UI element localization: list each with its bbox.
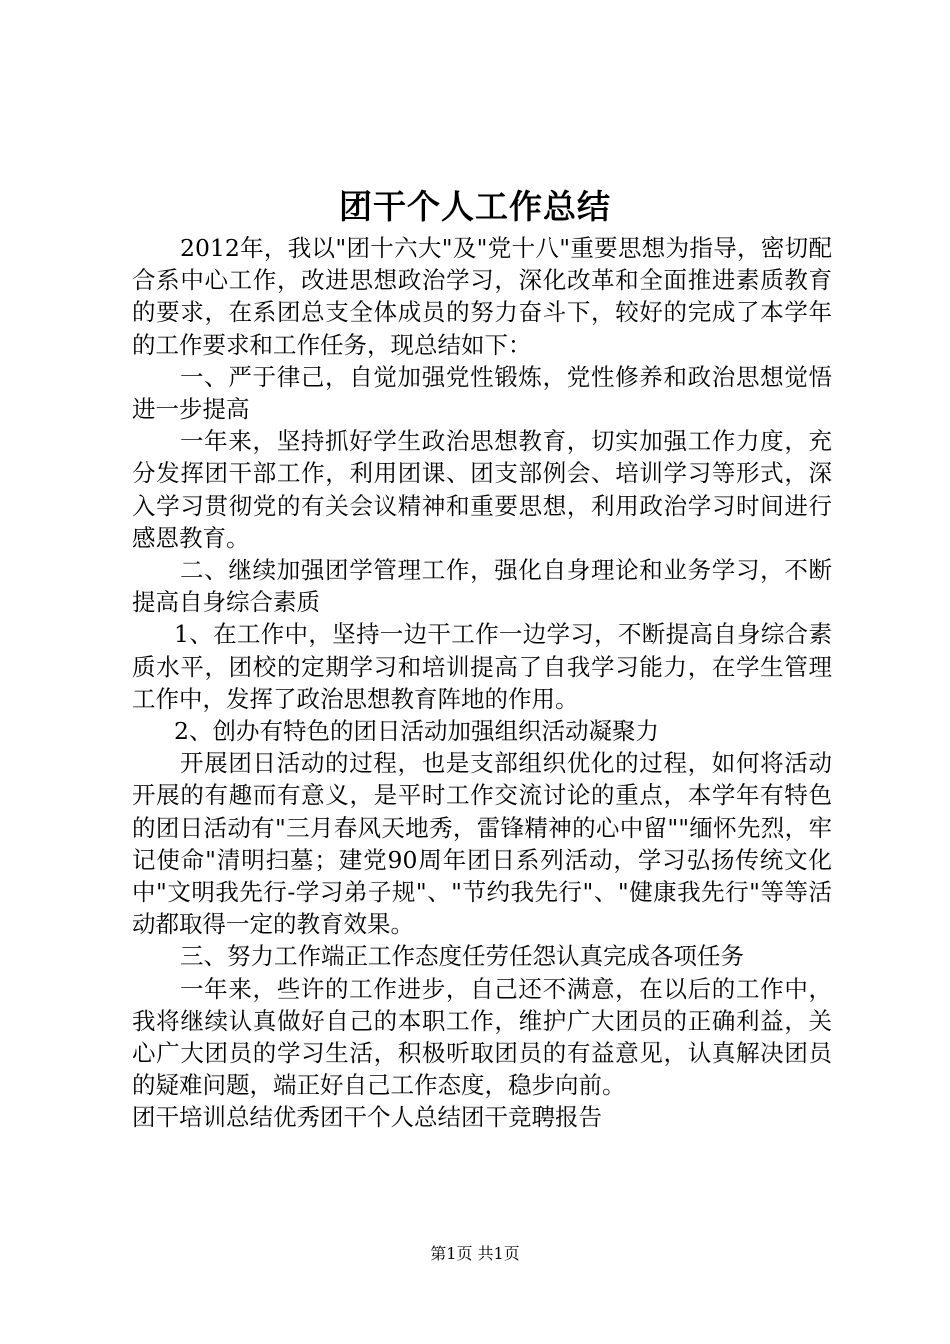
- page-footer: 第1页 共1页: [430, 1244, 520, 1263]
- intro-paragraph: 2012年，我以"团十六大"及"党十八"重要思想为指导，密切配合系中心工作，改进思想政治学习，深化改革和全面推进素质教育的要求，在系团总支全体成员的努力奋斗下，较好的完成了本学年的工作要求和工作任务，现总结如下：: [132, 234, 832, 359]
- related-links-line: 团干培训总结优秀团干个人总结团干竞聘报告: [132, 1103, 602, 1132]
- section-2-item-2: 2、创办有特色的团日活动加强组织活动凝聚力: [174, 717, 659, 746]
- section-1-paragraph: 一年来，坚持抓好学生政治思想教育，切实加强工作力度，充分发挥团干部工作，利用团课、团支部例会、培训学习等形式，深入学习贯彻党的有关会议精神和重要思想，利用政治学习时间进行感恩教育。: [132, 427, 832, 552]
- document-title: 团干个人工作总结: [339, 187, 611, 226]
- section-heading-1: 一、严于律己，自觉加强党性锻炼，党性修养和政治思想觉悟进一步提高: [132, 362, 832, 424]
- section-2-item-1: 1、在工作中，坚持一边干工作一边学习，不断提高自身综合素质水平，团校的定期学习和培训提高了自我学习能力，在学生管理工作中，发挥了政治思想教育阵地的作用。: [132, 620, 832, 713]
- section-heading-2: 二、继续加强团学管理工作，强化自身理论和业务学习，不断提高自身综合素质: [132, 556, 832, 617]
- document-body: [132, 232, 832, 1134]
- section-heading-3: 三、努力工作端正工作态度任劳任怨认真完成各项任务: [180, 942, 744, 971]
- section-2-item-2-paragraph: 开展团日活动的过程，也是支部组织优化的过程，如何将活动开展的有趣而有意义，是平时工作交流讨论的重点，本学年有特色的团日活动有"三月春风天地秀，雷锋精神的心中留""缅怀先烈，牢记使命"清明扫墓；建党90周年团日系列活动，学习弘扬传统文化中"文明我先行-学习弟子规"、"节约我先行"、"健康我先行"等等活动都取得一定的教育效果。: [132, 749, 832, 939]
- section-3-paragraph: 一年来，些许的工作进步，自己还不满意，在以后的工作中，我将继续认真做好自己的本职工作，维护广大团员的正确利益，关心广大团员的学习生活，积极听取团员的有益意见，认真解决团员的疑难问题，端正好自己工作态度，稳步向前。: [132, 974, 832, 1100]
